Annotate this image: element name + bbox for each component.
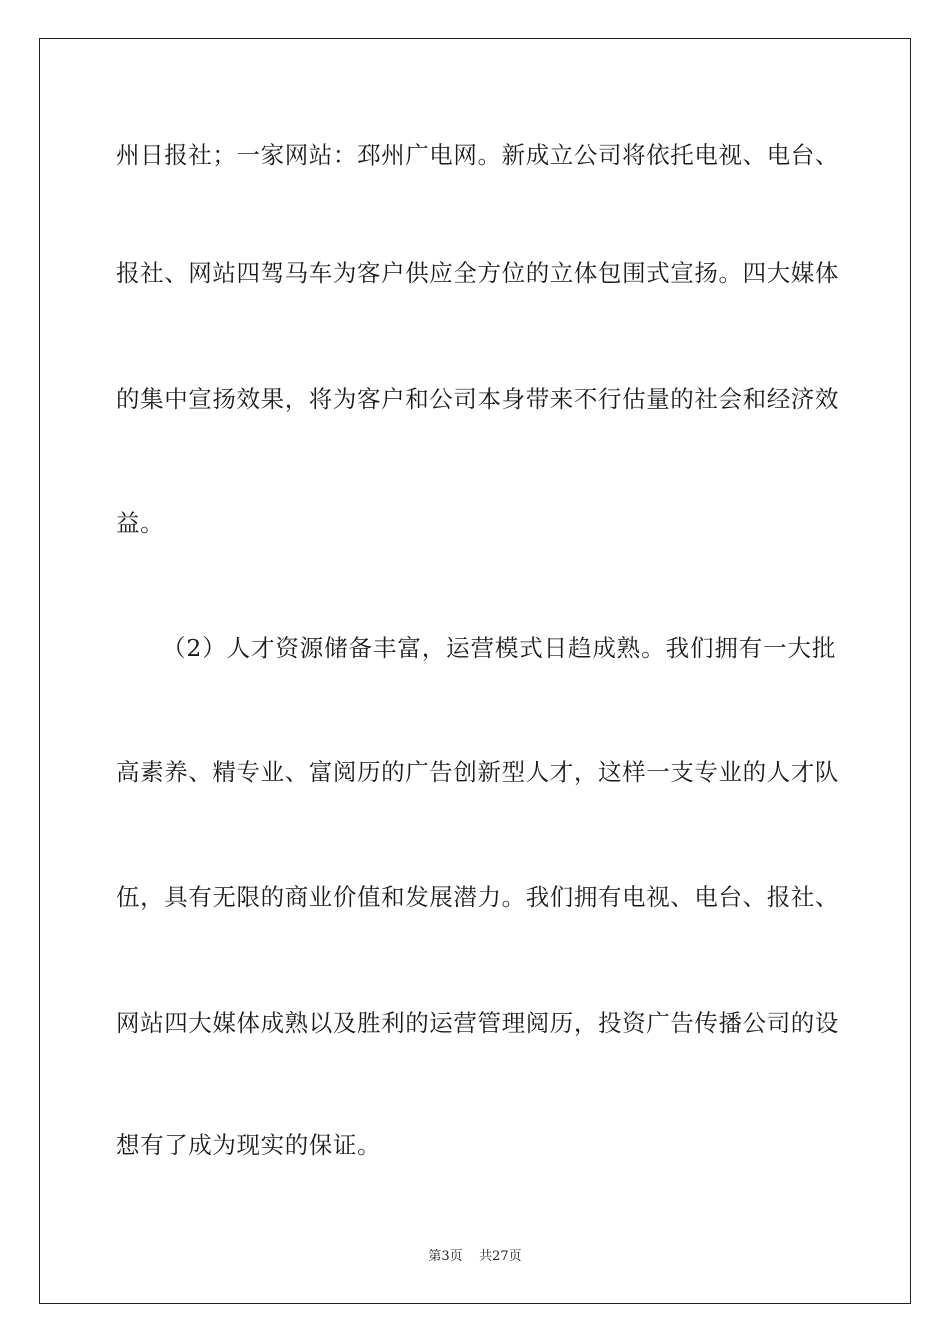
paragraph-line: （2）人才资源储备丰富，运营模式日趋成熟。我们拥有一大批 [162, 634, 836, 662]
page-total: 共27页 [479, 1249, 522, 1264]
paragraph-line: 伍，具有无限的商业价值和发展潜力。我们拥有电视、电台、报社、 [116, 883, 839, 911]
paragraph-line: 州日报社；一家网站：邳州广电网。新成立公司将依托电视、电台、 [116, 141, 839, 169]
page-footer [0, 1248, 950, 1266]
paragraph-line: 网站四大媒体成熟以及胜利的运营管理阅历，投资广告传播公司的设 [116, 1009, 839, 1037]
paragraph-line: 高素养、精专业、富阅历的广告创新型人才，这样一支专业的人才队 [116, 758, 839, 786]
page-border [39, 38, 911, 1304]
paragraph-line: 报社、网站四驾马车为客户供应全方位的立体包围式宣扬。四大媒体 [116, 259, 839, 287]
paragraph-line: 的集中宣扬效果，将为客户和公司本身带来不行估量的社会和经济效 [116, 385, 839, 413]
paragraph-line: 想有了成为现实的保证。 [116, 1131, 382, 1159]
paragraph-line: 益。 [116, 509, 165, 537]
page-number: 第3页 [428, 1249, 463, 1264]
